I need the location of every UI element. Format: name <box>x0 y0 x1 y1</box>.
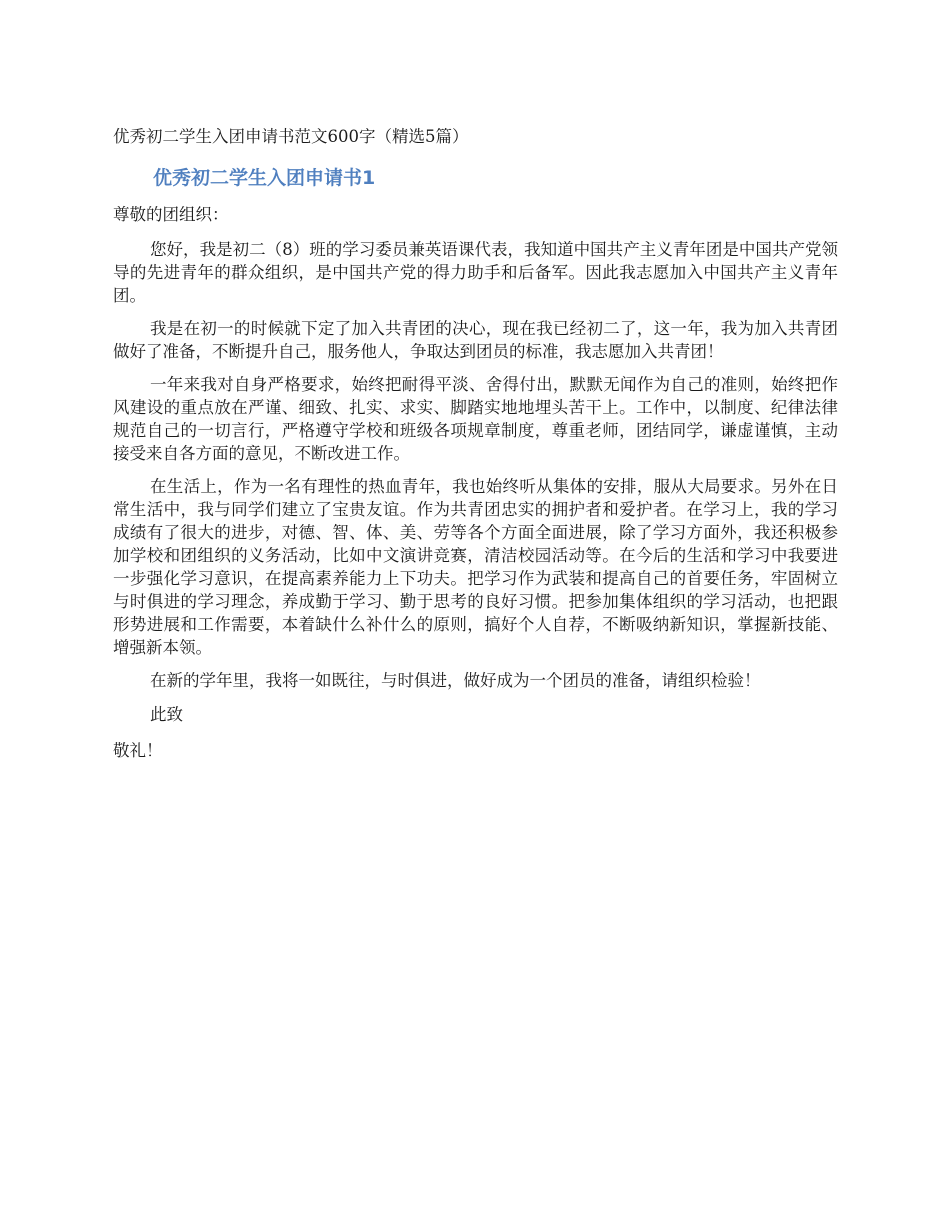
paragraph-greeting: 您好，我是初二（8）班的学习委员兼英语课代表，我知道中国共产主义青年团是中国共产党领导的先进青年的群众组织，是中国共产党的得力助手和后备军。因此我志愿加入中国共产主义青年团。 <box>113 240 838 305</box>
paragraph-life-and-study: 在生活上，作为一名有理性的热血青年，我也始终听从集体的安排，服从大局要求。另外在日常生活中，我与同学们建立了宝贵友谊。作为共青团忠实的拥护者和爱护者。在学习上，我的学习成绩有了很大的进步，对德、智、体、美、劳等各个方面全面进展，除了学习方面外，我还积极参加学校和团组织的义务活动，比如中文演讲竞赛，清洁校园活动等。在今后的生活和学习中我要进一步强化学习意识，在提高素养能力上下功夫。把学习作为武装和提高自己的首要任务，牢固树立与时俱进的学习理念，养成勤于学习、勤于思考的良好习惯。把参加集体组织的学习活动，也把跟形势进展和工作需要，本着缺什么补什么的原则，搞好个人自荐，不断吸纳新知识，掌握新技能、增强新本领。 <box>113 477 838 657</box>
regards-phrase: 敬礼！ <box>113 741 163 760</box>
paragraph-self-discipline: 一年来我对自身严格要求，始终把耐得平淡、舍得付出，默默无闻作为自己的准则，始终把作风建设的重点放在严谨、细致、扎实、求实、脚踏实地地埋头苦干上。工作中，以制度、纪律法律规范自己的一切言行，严格遵守学校和班级各项规章制度，尊重老师，团结同学，谦虚谨慎，主动接受来自各方面的意见，不断改进工作。 <box>113 375 838 463</box>
document-title: 优秀初二学生入团申请书范文600字（精选5篇） <box>113 127 469 146</box>
section-heading: 优秀初二学生入团申请书1 <box>153 167 376 189</box>
document-body <box>113 124 838 764</box>
salutation: 尊敬的团组织： <box>113 205 229 224</box>
closing-phrase: 此致 <box>150 705 183 724</box>
paragraph-determination: 我是在初一的时候就下定了加入共青团的决心，现在我已经初二了，这一年，我为加入共青团做好了准备，不断提升自己，服务他人，争取达到团员的标准，我志愿加入共青团！ <box>113 319 838 361</box>
paragraph-new-year-pledge: 在新的学年里，我将一如既往，与时俱进，做好成为一个团员的准备，请组织检验！ <box>150 671 761 690</box>
